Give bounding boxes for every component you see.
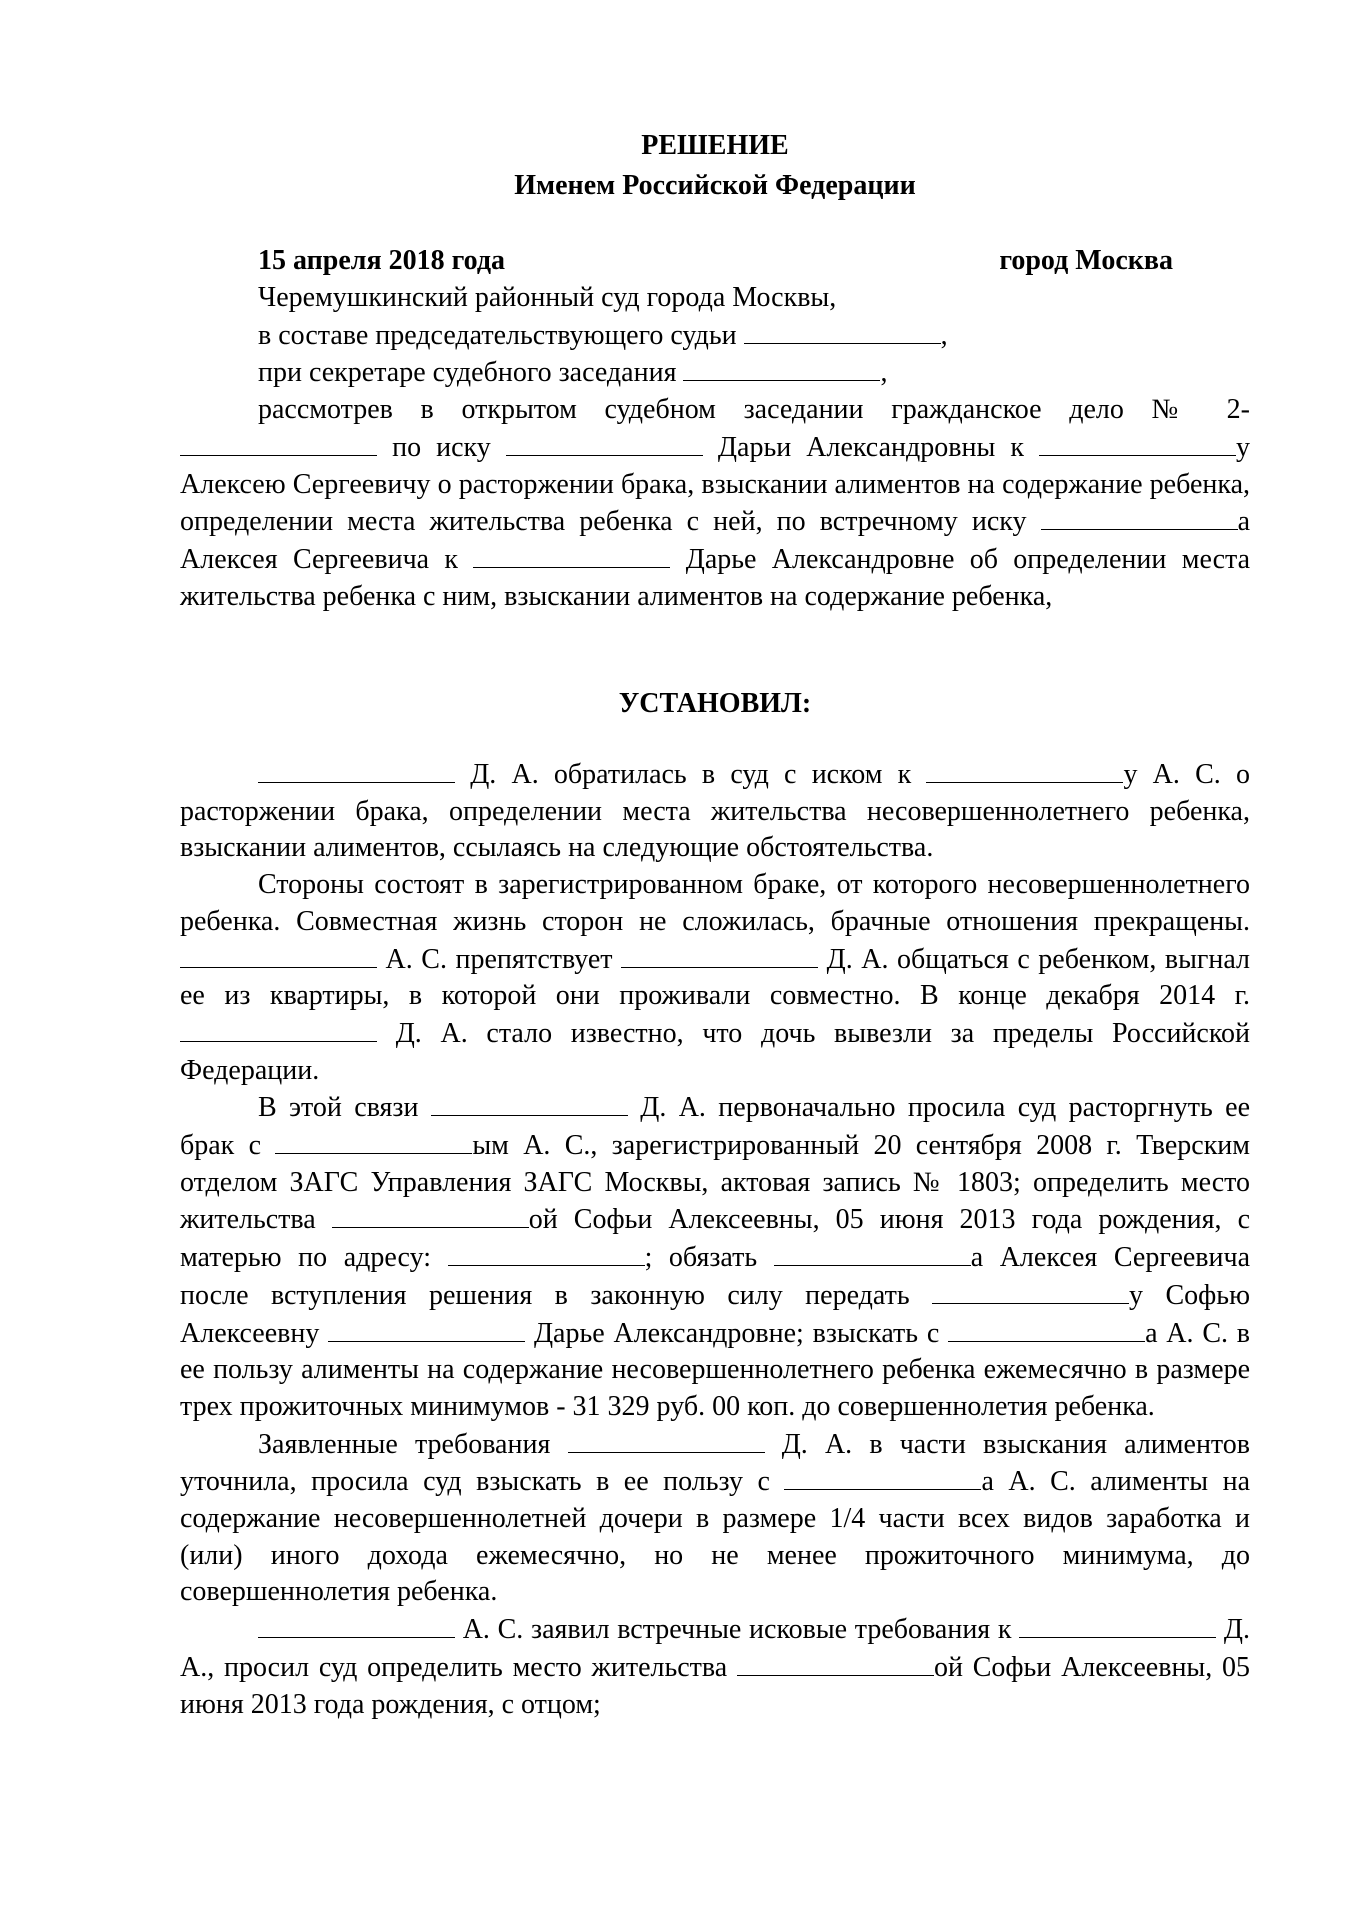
redacted-blank [328,1315,525,1342]
intro-block [180,280,1250,615]
document-subtitle: Именем Российской Федерации [514,170,916,201]
court-name: Черемушкинский районный суд города Москвы, [258,282,837,313]
redacted-blank [1039,429,1236,456]
redacted-blank [744,317,941,344]
redacted-blank [180,429,377,456]
decision-city: город Москва [999,245,1173,276]
redacted-blank [506,429,703,456]
date-line [258,245,1173,277]
redacted-blank [926,756,1123,783]
secretary-line: при секретаре судебного заседания , [180,354,1250,392]
redacted-blank [932,1277,1129,1304]
redacted-blank [431,1089,628,1116]
redacted-blank [258,756,455,783]
redacted-blank [473,541,670,568]
document-title: РЕШЕНИЕ [641,130,789,161]
redacted-blank [948,1315,1145,1342]
redacted-blank [568,1426,765,1453]
redacted-blank [774,1239,971,1266]
case-paragraph: рассмотрев в открытом судебном заседании гражданское дело № 2- по иску Дарьи Александровны к у Алексею Сергеевичу о расторжении брака, взыскании алиментов на содержание ребенка, определении места жительства ребенка с ней, по встречному иску а Алексея Сергеевича к Дарье Александровне об определении места жительства ребенка с ним, взыскании алиментов на содержание ребенка, [180,394,1251,612]
redacted-blank [784,1463,981,1490]
redacted-blank [621,941,818,968]
redacted-blank [683,354,880,381]
redacted-blank [258,1611,455,1638]
paragraph: Д. А. обратилась в суд с иском к у А. С. о расторжении брака, определении места жительства несовершеннолетнего ребенка, взыскании алиментов, ссылаясь на следующие обстоятельства. [180,756,1250,867]
redacted-blank [1019,1611,1216,1638]
body-block [180,756,1250,1723]
redacted-blank [448,1239,645,1266]
paragraph: Стороны состоят в зарегистрированном браке, от которого несовершеннолетнего ребенка. Совместная жизнь сторон не сложилась, брачные отношения прекращены. А. С. препятствует Д. А. общаться с ребенком, выгнал ее из квартиры, в которой они проживали совместно. В конце декабря 2014 г. Д. А. стало известно, что дочь вывезли за пределы Российской Федерации. [180,869,1251,1086]
section-heading: УСТАНОВИЛ: [618,688,812,719]
redacted-blank [737,1649,934,1676]
paragraph: А. С. заявил встречные исковые требования к Д. А., просил суд определить место жительства ой Софьи Алексеевны, 05 июня 2013 года рождения, с отцом; [180,1611,1250,1723]
paragraph: Заявленные требования Д. А. в части взыскания алиментов уточнила, просила суд взыскать в ее пользу с а А. С. алименты на содержание несовершеннолетней дочери в размере 1/4 части всех видов заработка и (или) иного дохода ежемесячно, но не менее прожиточного минимума, до совершеннолетия ребенка. [180,1426,1250,1612]
redacted-blank [180,1015,377,1042]
judge-line: в составе председательствующего судьи , [180,317,1250,355]
decision-date: 15 апреля 2018 года [258,245,505,276]
redacted-blank [180,941,377,968]
paragraph: В этой связи Д. А. первоначально просила суд расторгнуть ее брак с ым А. С., зарегистрированный 20 сентября 2008 г. Тверским отделом ЗАГС Управления ЗАГС Москвы, актовая запись № 1803; определить место жительства ой Софьи Алексеевны, 05 июня 2013 года рождения, с матерью по адресу: ; обязать а Алексея Сергеевича после вступления решения в законную силу передать у Софью Алексеевну Дарье Александровне; взыскать с а А. С. в ее пользу алименты на содержание несовершеннолетнего ребенка ежемесячно в размере трех прожиточных минимумов - 31 329 руб. 00 коп. до совершеннолетия ребенка. [180,1089,1250,1425]
redacted-blank [1041,503,1238,530]
redacted-blank [332,1201,529,1228]
redacted-blank [275,1127,472,1154]
